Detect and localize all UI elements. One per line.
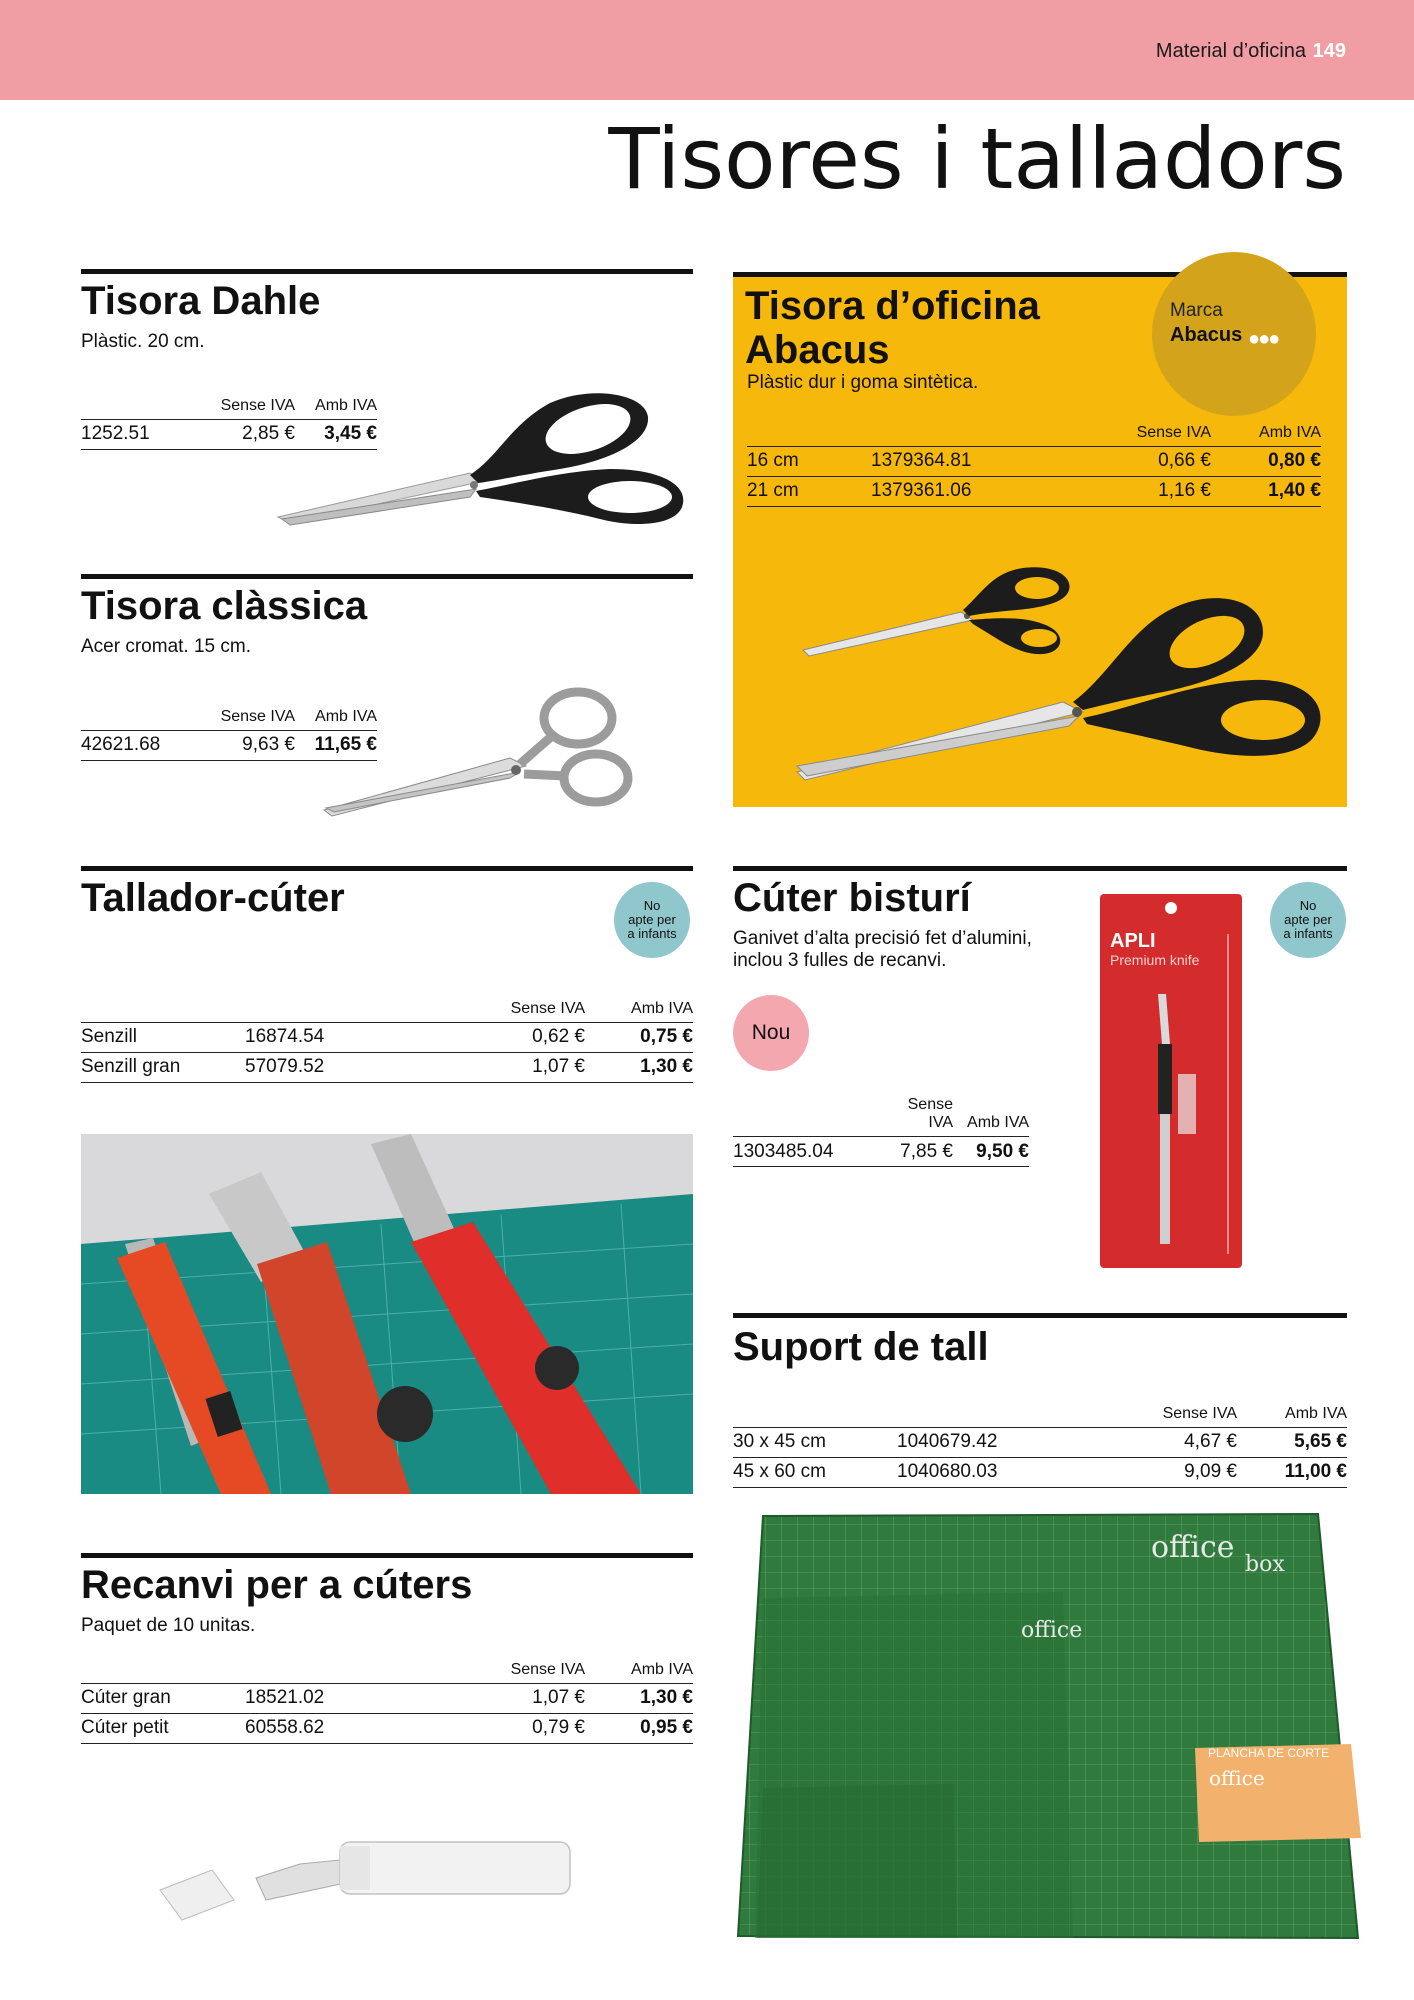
marca-name: Abacus [1170, 324, 1243, 346]
product-code: 18521.02 [245, 1683, 445, 1713]
mat-brand-large-sub: box [1245, 1552, 1285, 1577]
not-for-children-badge: No apte per a infants [1270, 882, 1346, 958]
price-table [733, 1096, 1029, 1167]
marca-abacus-badge [1152, 252, 1316, 416]
price-amb-iva: 1,40 € [1211, 476, 1321, 506]
product-title-line1: Tisora d’oficina [745, 284, 1040, 328]
section-rule [81, 1553, 693, 1558]
table-row [733, 1457, 1347, 1487]
col-amb-iva: Amb IVA [631, 999, 693, 1017]
product-bisturi [733, 866, 1347, 1162]
price-sense-iva: 9,63 € [219, 730, 295, 760]
product-title: Tisora Dahle [81, 279, 321, 323]
section-title: Material d’oficina [1155, 40, 1306, 62]
col-amb-iva: Amb IVA [967, 1114, 1029, 1131]
variant-name: Senzill gran [81, 1052, 245, 1082]
col-amb-iva: Amb IVA [315, 707, 377, 725]
col-sense-iva: Sense IVA [907, 1096, 953, 1131]
blade-refills-image [150, 1820, 590, 1930]
col-sense-iva: Sense IVA [510, 1660, 585, 1678]
price-amb-iva: 5,65 € [1237, 1427, 1347, 1457]
product-code: 1040680.03 [897, 1457, 1137, 1487]
product-code: 60558.62 [245, 1713, 445, 1743]
product-code: 57079.52 [245, 1052, 445, 1082]
col-sense-iva: Sense IVA [220, 707, 295, 725]
price-amb-iva: 11,00 € [1237, 1457, 1347, 1487]
page-number: 149 [1312, 40, 1346, 62]
col-amb-iva: Amb IVA [1285, 1404, 1347, 1422]
page-title: Tisores i talladors [608, 110, 1346, 208]
col-amb-iva: Amb IVA [631, 1660, 693, 1678]
price-sense-iva: 0,62 € [445, 1022, 585, 1052]
price-sense-iva: 9,09 € [1137, 1457, 1237, 1487]
price-table [733, 1401, 1347, 1488]
product-code: 1303485.04 [733, 1137, 883, 1167]
price-sense-iva: 4,67 € [1137, 1427, 1237, 1457]
product-code: 1252.51 [81, 419, 219, 449]
product-code: 42621.68 [81, 730, 219, 760]
price-amb-iva: 0,95 € [585, 1713, 693, 1743]
size: 45 x 60 cm [733, 1457, 897, 1487]
product-title: Suport de tall [733, 1325, 989, 1369]
product-code: 1040679.42 [897, 1427, 1137, 1457]
product-description: Acer cromat. 15 cm. [81, 636, 251, 657]
product-description: Plàstic dur i goma sintètica. [747, 372, 979, 393]
product-code: 1379364.81 [871, 446, 1071, 476]
section-rule [81, 269, 693, 274]
price-amb-iva: 1,30 € [585, 1683, 693, 1713]
price-table [81, 1657, 693, 1744]
price-amb-iva: 0,75 € [585, 1022, 693, 1052]
price-table [81, 996, 693, 1083]
price-sense-iva: 2,85 € [219, 419, 295, 449]
table-row [747, 446, 1321, 476]
table-row [81, 1052, 693, 1082]
product-title-line2: Abacus [745, 328, 890, 372]
col-amb-iva: Amb IVA [1259, 423, 1321, 441]
price-sense-iva: 1,16 € [1071, 476, 1211, 506]
package-brand: APLI [1110, 930, 1156, 952]
scissors-classica-image [320, 680, 670, 820]
price-amb-iva: 3,45 € [295, 419, 377, 449]
price-sense-iva: 0,79 € [445, 1713, 585, 1743]
brand-dots-icon: ●●● [1248, 328, 1279, 350]
product-code: 16874.54 [245, 1022, 445, 1052]
mat-label: PLANCHA DE CORTE [1208, 1746, 1330, 1760]
cutters-photo [81, 1134, 693, 1494]
table-row [81, 1683, 693, 1713]
marca-label: Marca [1170, 300, 1223, 321]
product-suport [733, 1313, 1347, 1493]
not-for-children-badge: No apte per a infants [614, 882, 690, 958]
size: 21 cm [747, 476, 871, 506]
section-rule [733, 866, 1347, 871]
product-description: Ganivet d’alta precisió fet d’alumini, inclou 3 fulles de recanvi. [733, 928, 1032, 971]
price-sense-iva: 1,07 € [445, 1052, 585, 1082]
mat-brand-label: office [1209, 1766, 1265, 1790]
mat-brand-medium: office [1021, 1618, 1083, 1643]
product-title: Cúter bisturí [733, 876, 971, 920]
product-code: 1379361.06 [871, 476, 1071, 506]
price-sense-iva: 7,85 € [883, 1137, 953, 1167]
table-row [733, 1427, 1347, 1457]
product-description: Plàstic. 20 cm. [81, 331, 205, 352]
col-sense-iva: Sense IVA [510, 999, 585, 1017]
table-row [81, 1022, 693, 1052]
variant-name: Senzill [81, 1022, 245, 1052]
size: 30 x 45 cm [733, 1427, 897, 1457]
size: 16 cm [747, 446, 871, 476]
col-sense-iva: Sense IVA [220, 396, 295, 414]
col-sense-iva: Sense IVA [1136, 423, 1211, 441]
col-sense-iva: Sense IVA [1162, 1404, 1237, 1422]
scissors-abacus-image [793, 562, 1333, 782]
mat-brand-large: office [1151, 1530, 1235, 1565]
product-title: Recanvi per a cúters [81, 1563, 473, 1607]
price-amb-iva: 0,80 € [1211, 446, 1321, 476]
price-sense-iva: 1,07 € [445, 1683, 585, 1713]
price-table [747, 420, 1321, 507]
package-name: Premium knife [1110, 952, 1200, 968]
table-row [747, 476, 1321, 506]
price-amb-iva: 9,50 € [953, 1137, 1029, 1167]
price-amb-iva: 1,30 € [585, 1052, 693, 1082]
section-rule [81, 866, 693, 871]
product-description: Paquet de 10 unitas. [81, 1615, 256, 1636]
col-amb-iva: Amb IVA [315, 396, 377, 414]
product-title: Tisora clàssica [81, 584, 368, 628]
price-amb-iva: 11,65 € [295, 730, 377, 760]
section-rule [733, 1313, 1347, 1318]
scissors-dahle-image [270, 385, 690, 535]
variant-name: Cúter gran [81, 1683, 245, 1713]
price-sense-iva: 0,66 € [1071, 446, 1211, 476]
product-recanvi [81, 1553, 693, 1753]
header-bar [0, 0, 1414, 100]
table-row [733, 1137, 1029, 1167]
product-tallador [81, 866, 693, 1086]
product-title: Tallador-cúter [81, 876, 345, 920]
variant-name: Cúter petit [81, 1713, 245, 1743]
scalpel-package-image [1100, 894, 1242, 1268]
cutting-mats-image [733, 1508, 1373, 1948]
section-rule [81, 574, 693, 579]
new-badge: Nou [733, 995, 809, 1071]
table-row [81, 1713, 693, 1743]
